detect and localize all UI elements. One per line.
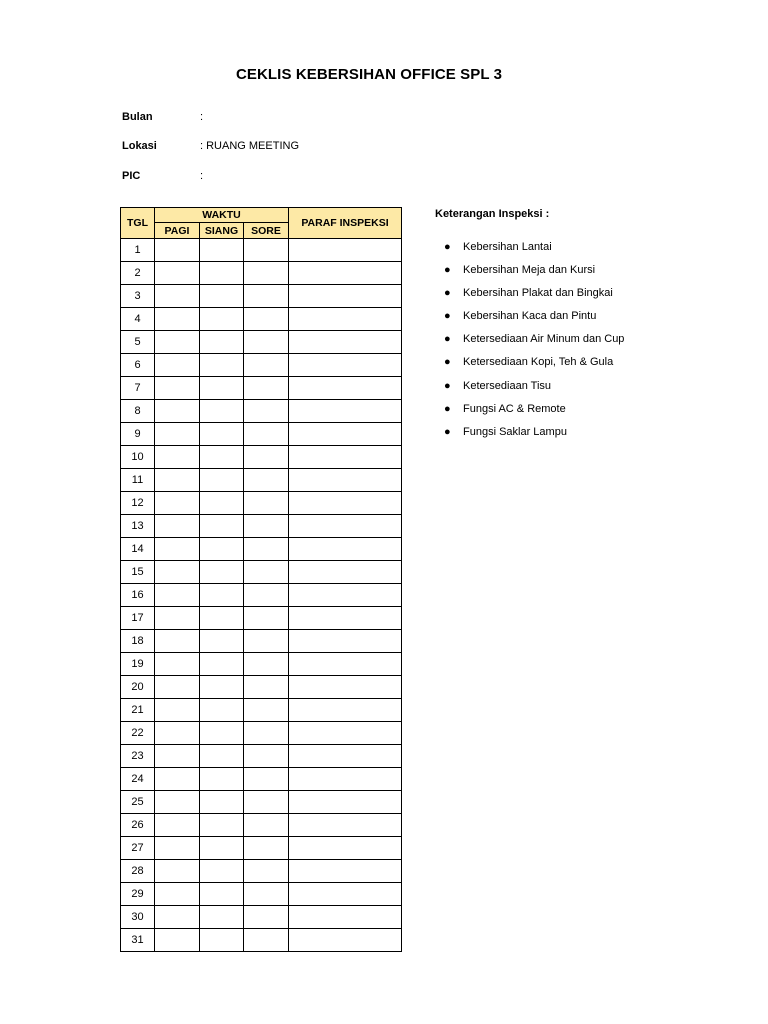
table-row xyxy=(121,538,402,561)
meta-label-pic: PIC xyxy=(122,170,141,182)
pagi-cell[interactable] xyxy=(155,515,200,538)
bullet-icon: ● xyxy=(444,310,451,323)
sore-cell[interactable] xyxy=(244,607,289,630)
siang-cell[interactable] xyxy=(200,308,244,331)
siang-cell[interactable] xyxy=(200,561,244,584)
paraf-cell[interactable] xyxy=(289,791,402,814)
table-row xyxy=(121,745,402,768)
sore-cell[interactable] xyxy=(244,308,289,331)
table-row xyxy=(121,561,402,584)
sore-cell[interactable] xyxy=(244,239,289,262)
document-title: CEKLIS KEBERSIHAN OFFICE SPL 3 xyxy=(235,66,503,83)
meta-value-lokasi: : RUANG MEETING xyxy=(200,140,300,152)
pagi-cell[interactable] xyxy=(155,722,200,745)
sore-cell[interactable] xyxy=(244,768,289,791)
paraf-cell[interactable] xyxy=(289,722,402,745)
pagi-cell[interactable] xyxy=(155,630,200,653)
sore-cell[interactable] xyxy=(244,860,289,883)
note-text: Kebersihan Lantai xyxy=(463,241,552,253)
sore-cell[interactable] xyxy=(244,354,289,377)
header-tgl: TGL xyxy=(121,208,155,239)
day-number: 1 xyxy=(121,239,155,262)
sore-cell[interactable] xyxy=(244,285,289,308)
sore-cell[interactable] xyxy=(244,538,289,561)
table-row xyxy=(121,308,402,331)
bullet-icon: ● xyxy=(444,333,451,346)
day-number: 26 xyxy=(121,814,155,837)
paraf-cell[interactable] xyxy=(289,814,402,837)
siang-cell[interactable] xyxy=(200,722,244,745)
table-row xyxy=(121,469,402,492)
siang-cell[interactable] xyxy=(200,883,244,906)
table-row xyxy=(121,423,402,446)
paraf-cell[interactable] xyxy=(289,699,402,722)
note-item xyxy=(444,426,624,449)
siang-cell[interactable] xyxy=(200,469,244,492)
siang-cell[interactable] xyxy=(200,929,244,952)
table-row xyxy=(121,354,402,377)
paraf-cell[interactable] xyxy=(289,446,402,469)
header-paraf-inspeksi: PARAF INSPEKSI xyxy=(289,208,402,239)
table-row xyxy=(121,584,402,607)
sore-cell[interactable] xyxy=(244,515,289,538)
paraf-cell[interactable] xyxy=(289,584,402,607)
pagi-cell[interactable] xyxy=(155,791,200,814)
bullet-icon: ● xyxy=(444,241,451,253)
paraf-cell[interactable] xyxy=(289,561,402,584)
table-row xyxy=(121,699,402,722)
siang-cell[interactable] xyxy=(200,515,244,538)
siang-cell[interactable] xyxy=(200,423,244,446)
day-number: 17 xyxy=(121,607,155,630)
paraf-cell[interactable] xyxy=(289,262,402,285)
siang-cell[interactable] xyxy=(200,239,244,262)
siang-cell[interactable] xyxy=(200,354,244,377)
pagi-cell[interactable] xyxy=(155,400,200,423)
paraf-cell[interactable] xyxy=(289,860,402,883)
day-number: 6 xyxy=(121,354,155,377)
pagi-cell[interactable] xyxy=(155,768,200,791)
siang-cell[interactable] xyxy=(200,400,244,423)
pagi-cell[interactable] xyxy=(155,883,200,906)
day-number: 12 xyxy=(121,492,155,515)
table-row xyxy=(121,630,402,653)
paraf-cell[interactable] xyxy=(289,285,402,308)
siang-cell[interactable] xyxy=(200,906,244,929)
day-number: 21 xyxy=(121,699,155,722)
siang-cell[interactable] xyxy=(200,584,244,607)
note-text: Ketersediaan Air Minum dan Cup xyxy=(463,333,625,346)
note-text: Kebersihan Plakat dan Bingkai xyxy=(463,287,613,300)
table-body xyxy=(121,239,402,952)
siang-cell[interactable] xyxy=(200,860,244,883)
table-row xyxy=(121,607,402,630)
table-row xyxy=(121,676,402,699)
bullet-icon: ● xyxy=(444,425,451,438)
day-number: 13 xyxy=(121,515,155,538)
paraf-cell[interactable] xyxy=(289,308,402,331)
header-sore: SORE xyxy=(244,223,289,239)
day-number: 18 xyxy=(121,630,155,653)
table-row xyxy=(121,653,402,676)
table-row xyxy=(121,814,402,837)
siang-cell[interactable] xyxy=(200,814,244,837)
day-number: 11 xyxy=(121,469,155,492)
sore-cell[interactable] xyxy=(244,883,289,906)
note-text: Kebersihan Meja dan Kursi xyxy=(463,264,596,277)
table-row xyxy=(121,377,402,400)
bullet-icon: ● xyxy=(444,264,451,277)
sore-cell[interactable] xyxy=(244,469,289,492)
day-number: 29 xyxy=(121,883,155,906)
note-item xyxy=(444,310,624,333)
note-text: Ketersediaan Kopi, Teh & Gula xyxy=(463,356,614,369)
table-row xyxy=(121,860,402,883)
pagi-cell[interactable] xyxy=(155,538,200,561)
day-number: 3 xyxy=(121,285,155,308)
sore-cell[interactable] xyxy=(244,331,289,354)
day-number: 23 xyxy=(121,745,155,768)
pagi-cell[interactable] xyxy=(155,285,200,308)
day-number: 30 xyxy=(121,906,155,929)
note-item xyxy=(444,241,624,264)
paraf-cell[interactable] xyxy=(289,354,402,377)
note-text: Ketersediaan Tisu xyxy=(463,379,552,392)
paraf-cell[interactable] xyxy=(289,469,402,492)
paraf-cell[interactable] xyxy=(289,883,402,906)
header-siang: SIANG xyxy=(200,223,244,239)
siang-cell[interactable] xyxy=(200,768,244,791)
meta-label-bulan: Bulan xyxy=(122,111,153,123)
sore-cell[interactable] xyxy=(244,676,289,699)
day-number: 14 xyxy=(121,538,155,561)
pagi-cell[interactable] xyxy=(155,423,200,446)
day-number: 4 xyxy=(121,308,155,331)
sore-cell[interactable] xyxy=(244,561,289,584)
table-row xyxy=(121,446,402,469)
paraf-cell[interactable] xyxy=(289,377,402,400)
day-number: 7 xyxy=(121,377,155,400)
note-item xyxy=(444,380,624,403)
pagi-cell[interactable] xyxy=(155,492,200,515)
table-row xyxy=(121,285,402,308)
pagi-cell[interactable] xyxy=(155,561,200,584)
pagi-cell[interactable] xyxy=(155,607,200,630)
bullet-icon: ● xyxy=(444,379,451,392)
bullet-icon: ● xyxy=(444,402,451,415)
note-item xyxy=(444,403,624,426)
paraf-cell[interactable] xyxy=(289,676,402,699)
sore-cell[interactable] xyxy=(244,699,289,722)
pagi-cell[interactable] xyxy=(155,814,200,837)
paraf-cell[interactable] xyxy=(289,607,402,630)
inspection-table xyxy=(120,207,402,952)
table-row xyxy=(121,331,402,354)
paraf-cell[interactable] xyxy=(289,423,402,446)
siang-cell[interactable] xyxy=(200,630,244,653)
pagi-cell[interactable] xyxy=(155,446,200,469)
table-row xyxy=(121,929,402,952)
siang-cell[interactable] xyxy=(200,377,244,400)
day-number: 20 xyxy=(121,676,155,699)
pagi-cell[interactable] xyxy=(155,653,200,676)
sore-cell[interactable] xyxy=(244,377,289,400)
siang-cell[interactable] xyxy=(200,285,244,308)
siang-cell[interactable] xyxy=(200,653,244,676)
table-row xyxy=(121,837,402,860)
table-row xyxy=(121,515,402,538)
table-row xyxy=(121,791,402,814)
paraf-cell[interactable] xyxy=(289,492,402,515)
sore-cell[interactable] xyxy=(244,262,289,285)
siang-cell[interactable] xyxy=(200,837,244,860)
siang-cell[interactable] xyxy=(200,331,244,354)
paraf-cell[interactable] xyxy=(289,929,402,952)
pagi-cell[interactable] xyxy=(155,584,200,607)
pagi-cell[interactable] xyxy=(155,331,200,354)
day-number: 2 xyxy=(121,262,155,285)
day-number: 25 xyxy=(121,791,155,814)
pagi-cell[interactable] xyxy=(155,837,200,860)
day-number: 27 xyxy=(121,837,155,860)
sore-cell[interactable] xyxy=(244,906,289,929)
header-waktu: WAKTU xyxy=(155,208,289,223)
day-number: 8 xyxy=(121,400,155,423)
header-pagi: PAGI xyxy=(155,223,200,239)
sore-cell[interactable] xyxy=(244,745,289,768)
siang-cell[interactable] xyxy=(200,791,244,814)
pagi-cell[interactable] xyxy=(155,308,200,331)
day-number: 5 xyxy=(121,331,155,354)
note-item xyxy=(444,333,624,356)
pagi-cell[interactable] xyxy=(155,239,200,262)
paraf-cell[interactable] xyxy=(289,400,402,423)
day-number: 24 xyxy=(121,768,155,791)
table-row xyxy=(121,906,402,929)
paraf-cell[interactable] xyxy=(289,745,402,768)
pagi-cell[interactable] xyxy=(155,262,200,285)
notes-title: Keterangan Inspeksi : xyxy=(435,208,550,220)
day-number: 19 xyxy=(121,653,155,676)
table-row xyxy=(121,239,402,262)
paraf-cell[interactable] xyxy=(289,653,402,676)
table-row xyxy=(121,883,402,906)
bullet-icon: ● xyxy=(444,356,451,369)
paraf-cell[interactable] xyxy=(289,630,402,653)
table-row xyxy=(121,262,402,285)
pagi-cell[interactable] xyxy=(155,676,200,699)
sore-cell[interactable] xyxy=(244,722,289,745)
pagi-cell[interactable] xyxy=(155,354,200,377)
siang-cell[interactable] xyxy=(200,676,244,699)
paraf-cell[interactable] xyxy=(289,515,402,538)
sore-cell[interactable] xyxy=(244,492,289,515)
paraf-cell[interactable] xyxy=(289,538,402,561)
day-number: 22 xyxy=(121,722,155,745)
pagi-cell[interactable] xyxy=(155,377,200,400)
sore-cell[interactable] xyxy=(244,630,289,653)
meta-value-pic: : xyxy=(200,170,204,182)
bullet-icon: ● xyxy=(444,287,451,300)
table-row xyxy=(121,722,402,745)
day-number: 10 xyxy=(121,446,155,469)
day-number: 9 xyxy=(121,423,155,446)
siang-cell[interactable] xyxy=(200,607,244,630)
note-item xyxy=(444,264,624,287)
day-number: 16 xyxy=(121,584,155,607)
sore-cell[interactable] xyxy=(244,446,289,469)
meta-value-bulan: : xyxy=(200,111,204,123)
pagi-cell[interactable] xyxy=(155,906,200,929)
sore-cell[interactable] xyxy=(244,814,289,837)
siang-cell[interactable] xyxy=(200,262,244,285)
sore-cell[interactable] xyxy=(244,929,289,952)
table-row xyxy=(121,492,402,515)
siang-cell[interactable] xyxy=(200,492,244,515)
paraf-cell[interactable] xyxy=(289,768,402,791)
siang-cell[interactable] xyxy=(200,446,244,469)
paraf-cell[interactable] xyxy=(289,906,402,929)
sore-cell[interactable] xyxy=(244,653,289,676)
meta-label-lokasi: Lokasi xyxy=(122,140,157,152)
pagi-cell[interactable] xyxy=(155,699,200,722)
note-text: Fungsi Saklar Lampu xyxy=(463,425,567,438)
day-number: 28 xyxy=(121,860,155,883)
note-item xyxy=(444,287,624,310)
notes-list xyxy=(444,241,624,449)
note-text: Fungsi AC & Remote xyxy=(463,402,566,415)
sore-cell[interactable] xyxy=(244,400,289,423)
sore-cell[interactable] xyxy=(244,837,289,860)
siang-cell[interactable] xyxy=(200,699,244,722)
pagi-cell[interactable] xyxy=(155,745,200,768)
pagi-cell[interactable] xyxy=(155,929,200,952)
paraf-cell[interactable] xyxy=(289,837,402,860)
pagi-cell[interactable] xyxy=(155,860,200,883)
sore-cell[interactable] xyxy=(244,791,289,814)
siang-cell[interactable] xyxy=(200,745,244,768)
sore-cell[interactable] xyxy=(244,423,289,446)
pagi-cell[interactable] xyxy=(155,469,200,492)
note-text: Kebersihan Kaca dan Pintu xyxy=(463,310,597,323)
note-item xyxy=(444,356,624,379)
sore-cell[interactable] xyxy=(244,584,289,607)
siang-cell[interactable] xyxy=(200,538,244,561)
table-row xyxy=(121,768,402,791)
paraf-cell[interactable] xyxy=(289,239,402,262)
day-number: 31 xyxy=(121,929,155,952)
table-row xyxy=(121,400,402,423)
day-number: 15 xyxy=(121,561,155,584)
paraf-cell[interactable] xyxy=(289,331,402,354)
